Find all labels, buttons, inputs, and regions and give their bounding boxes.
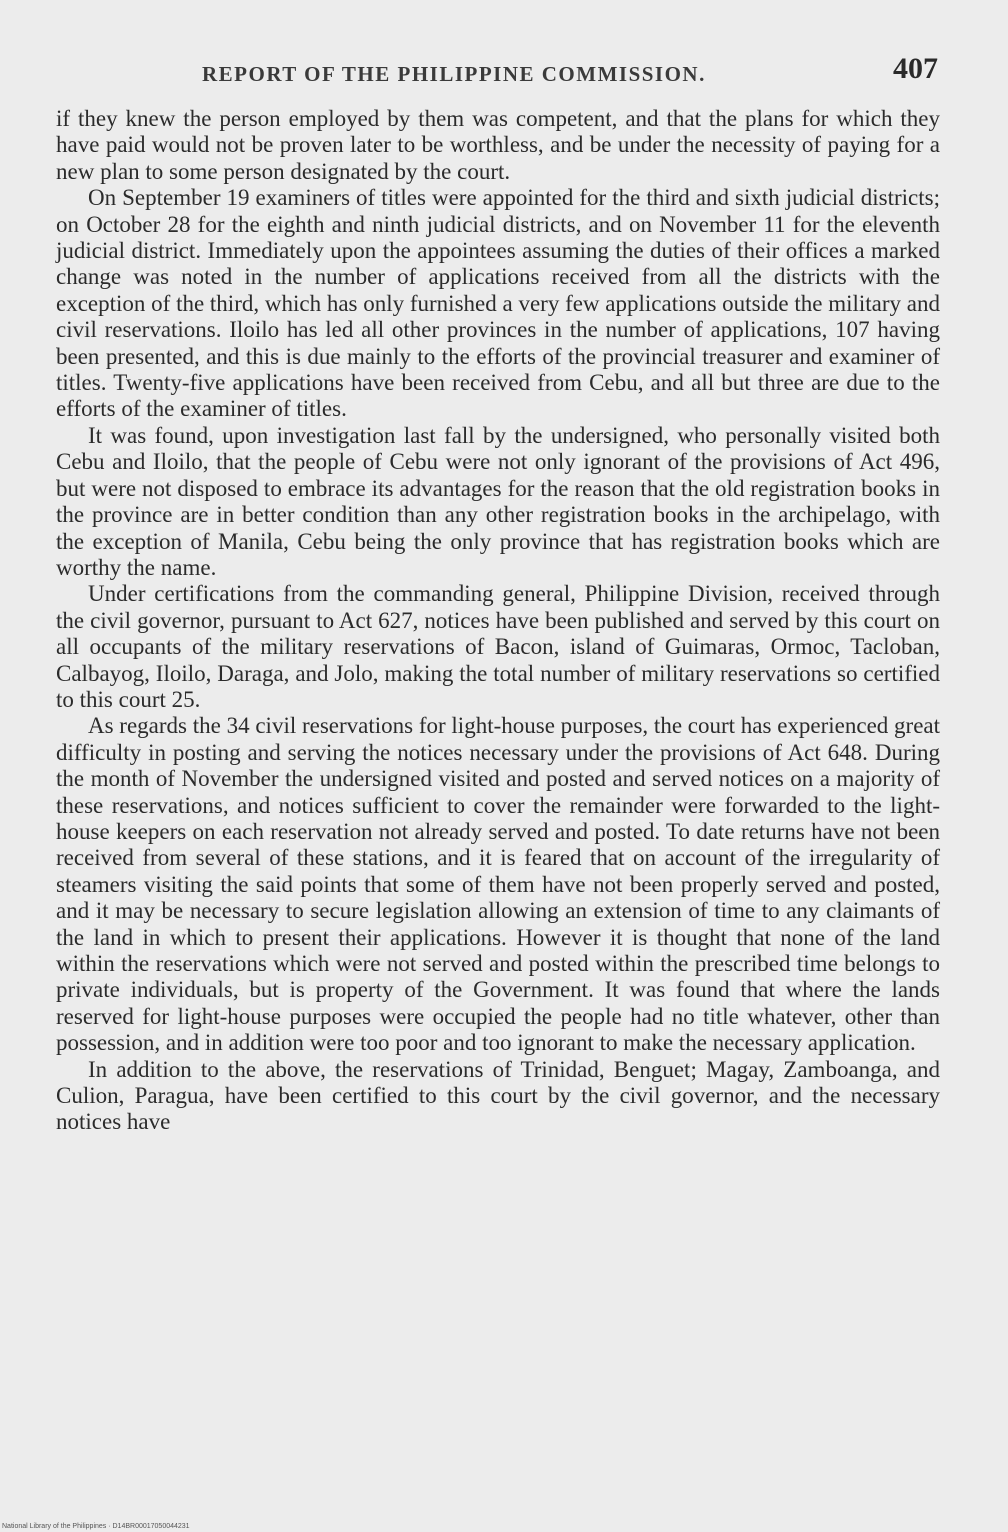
paragraph-civil-reservations: As regards the 34 civil reservations for light-house purposes, the court has experienced great difficulty in posting and serving the notices necessary under the provisions of Act 648. During the month of November the undersigned visited and posted and served notices on a majority of these reservations, and notices sufficient to cover the remainder were forwarded to the light-house keepers on each reservation not already served and posted. To date returns have not been received from several of these stations, and it is feared that on account of the irregularity of steamers visiting the said points that some of them have not been properly served and posted, and it may be necessary to secure legislation allowing an extension of time to any claimants of the land in which to present their applications. However it is thought that none of the land within the reservations which were not served and posted within the prescribed time belongs to private individuals, but is property of the Government. It was found that where the lands reserved for light-house purposes were occupied the people had no title whatever, other than possession, and in addition were too poor and too ignorant to make the necessary application. xyxy=(56,713,940,1056)
running-title: REPORT OF THE PHILIPPINE COMMISSION. xyxy=(202,62,706,86)
page-header xyxy=(58,52,942,92)
paragraph-additional-reservations: In addition to the above, the reservations of Trinidad, Benguet; Magay, Zamboanga, and Culion, Paragua, have been certified to this court by the civil governor, and the necessary notices have xyxy=(56,1056,940,1135)
source-footer: National Library of the Philippines · D14BR00017050044231 xyxy=(2,1523,190,1530)
page-number: 407 xyxy=(893,52,938,85)
paragraph-military-reservations: Under certifications from the commanding general, Philippine Division, received through the civil governor, pursuant to Act 627, notices have been published and served by this court on all occupants of the military reservations of Bacon, island of Guimaras, Ormoc, Tacloban, Calbayog, Iloilo, Daraga, and Jolo, making the total number of military reservations so certified to this court 25. xyxy=(56,581,940,712)
paragraph-continuation: if they knew the person employed by them was competent, and that the plans for which they have paid would not be proven later to be worthless, and be under the necessity of paying for a new plan to some person designated by the court. xyxy=(56,106,940,184)
paragraph-cebu-iloilo: It was found, upon investigation last fall by the undersigned, who personally visited both Cebu and Iloilo, that the people of Cebu were not only ignorant of the provisions of Act 496, but were not disposed to embrace its advantages for the reason that the old registration books in the province are in better condition than any other registration books in the archipelago, with the exception of Manila, Cebu being the only province that has registration books which are worthy the name. xyxy=(56,422,940,580)
paragraph-examiners-appointed: On September 19 examiners of titles were appointed for the third and sixth judicial districts; on October 28 for the eighth and ninth judicial districts, and on November 11 for the eleventh judicial district. Immediately upon the appointees assuming the duties of their offices a marked change was noted in the number of applications received from all the districts with the exception of the third, which has only furnished a very few applications outside the military and civil reservations. Iloilo has led all other provinces in the number of applications, 107 having been presented, and this is due mainly to the efforts of the provincial treasurer and examiner of titles. Twenty-five applications have been received from Cebu, and all but three are due to the efforts of the examiner of titles. xyxy=(56,185,940,422)
body-text xyxy=(56,106,940,1506)
